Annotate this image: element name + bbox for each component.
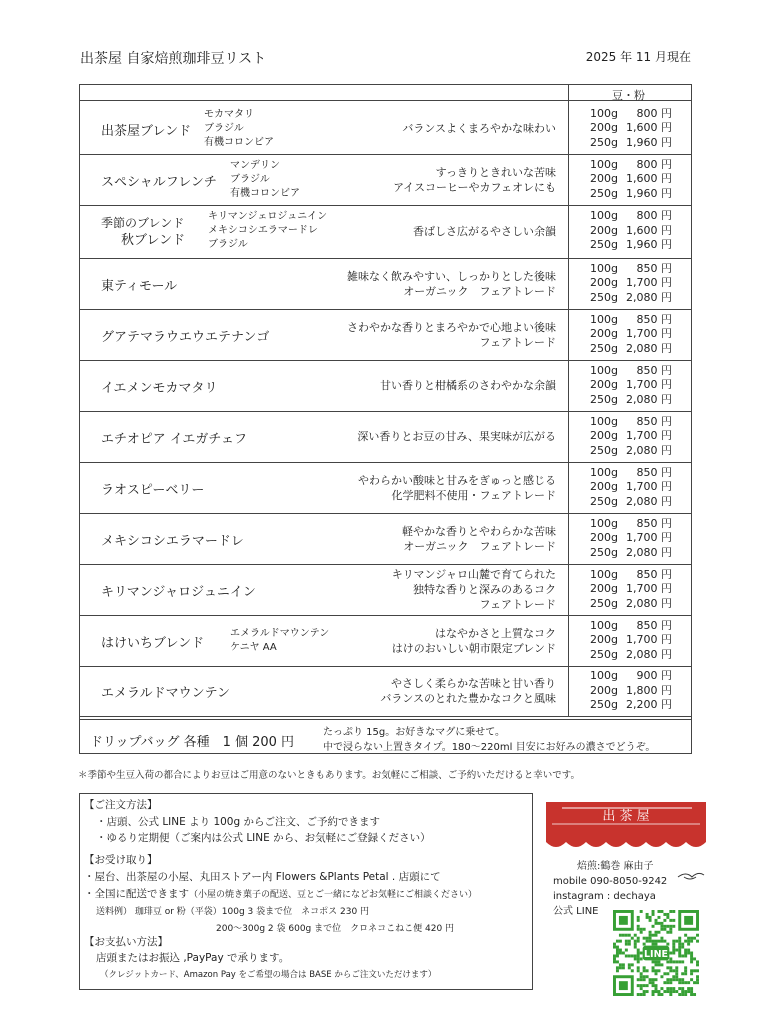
price-list: [590, 568, 672, 612]
origin-item: モカマタリ: [204, 108, 254, 120]
payment-line: 店頭またはお振込 ,PayPay で承ります。: [96, 952, 290, 964]
price-value: 2,080 円: [626, 494, 672, 508]
price-weight: 250g: [590, 443, 618, 457]
price-value: 2,080 円: [626, 596, 672, 610]
price-weight: 200g: [590, 172, 618, 186]
shipping-note: （小屋の焼き菓子の配送、豆とご一緒になどお気軽にご相談ください）: [189, 890, 478, 900]
price-weight: 250g: [590, 545, 618, 559]
product-description: [266, 165, 556, 195]
qr-line-label: LINE: [644, 948, 668, 960]
product-name-line: 季節のブレンド: [101, 216, 185, 230]
payment-heading: 【お支払い方法】: [84, 936, 168, 948]
price-weight: 200g: [590, 223, 618, 237]
product-row: [0, 564, 764, 615]
price-value: 2,080 円: [626, 443, 672, 457]
price-weight: 200g: [590, 683, 618, 697]
origin-item: 有機コロンビア: [230, 187, 300, 199]
drip-bag-label: ドリップバッグ 各種 1 個 200 円: [90, 735, 295, 750]
price-list: [590, 313, 672, 357]
instagram-handle: instagram : dechaya: [553, 891, 656, 902]
origin-item: キリマンジェロジュニイン: [208, 211, 328, 222]
price-value: 800 円: [636, 157, 672, 171]
price-list: [590, 364, 672, 408]
product-name: 出茶屋ブレンド: [101, 123, 192, 139]
price-line: [590, 209, 672, 224]
price-line: [590, 619, 672, 634]
price-line: [590, 107, 672, 122]
shop-awning-logo: [542, 800, 710, 854]
product-name: スペシャルフレンチ: [101, 174, 217, 190]
price-value: 1,700 円: [626, 582, 672, 596]
description-line: はけのおいしい朝市限定ブレンド: [391, 641, 556, 655]
price-value: 2,080 円: [626, 545, 672, 559]
shipping-text: ・全国に配送できます: [84, 888, 189, 900]
price-line: [590, 158, 672, 173]
price-value: 850 円: [636, 414, 672, 428]
product-name: エメラルドマウンテン: [101, 686, 230, 701]
description-line: 深い香りとお豆の甘み、果実味が広がる: [357, 430, 556, 443]
price-value: 850 円: [636, 618, 672, 632]
price-weight: 200g: [590, 276, 618, 290]
product-row: [0, 205, 764, 257]
price-weight: 100g: [590, 465, 618, 479]
price-line: [590, 568, 672, 583]
description-line: 化学肥料不使用・フェアトレード: [391, 488, 556, 502]
price-line: [590, 466, 672, 481]
order-heading: 【ご注文方法】: [84, 799, 158, 811]
origin-item: ブラジル: [208, 239, 248, 250]
description-line: バランスよくまろやかな味わい: [402, 122, 556, 135]
price-weight: 100g: [590, 618, 618, 632]
price-line: [590, 262, 672, 277]
description-line: 香ばしさ広がるやさしい余韻: [413, 224, 556, 238]
price-weight: 200g: [590, 327, 618, 341]
line-label: 公式 LINE: [553, 906, 599, 917]
description-line: 独特な香りと深みのあるコク: [413, 583, 556, 596]
origin-item: 有機コロンビア: [204, 136, 274, 148]
description-line: すっきりときれいな苦味: [435, 165, 556, 179]
line-qr-code[interactable]: [613, 910, 699, 996]
price-value: 1,700 円: [626, 276, 672, 290]
product-description: [266, 524, 556, 554]
product-row: [0, 258, 764, 309]
price-value: 900 円: [636, 669, 672, 683]
price-weight: 250g: [590, 596, 618, 610]
price-line: [590, 648, 672, 663]
product-row: [0, 513, 764, 564]
price-line: [590, 393, 672, 408]
price-weight: 200g: [590, 582, 618, 596]
description-line: やさしく柔らかな苦味と甘い香り: [391, 677, 556, 690]
product-name: [101, 214, 185, 250]
pickup-line: ・屋台、出茶屋の小屋、丸田ストアー内 Flowers &Plants Petal . 店頭にて: [84, 871, 441, 883]
price-weight: 200g: [590, 531, 618, 545]
price-line: [590, 444, 672, 459]
price-line: [590, 291, 672, 306]
price-list: [590, 466, 672, 510]
price-line: [590, 276, 672, 291]
origin-item: ケニヤ AA: [230, 641, 277, 653]
price-weight: 200g: [590, 480, 618, 494]
price-value: 2,080 円: [626, 647, 672, 661]
description-line: やわらかい酸味と甘みをぎゅっと感じる: [358, 473, 556, 487]
price-list: [590, 107, 672, 151]
price-value: 850 円: [636, 465, 672, 479]
price-value: 850 円: [636, 261, 672, 275]
shipping-example: 送料例） 珈琲豆 or 粉（平袋）100g 3 袋まで位 ネコポス 230 円: [96, 907, 370, 917]
product-row: [0, 309, 764, 360]
description-line: はなやかさと上質なコク: [435, 626, 556, 640]
product-row: [0, 154, 764, 205]
drip-bag-note: [323, 725, 655, 755]
pickup-line: [84, 887, 477, 902]
price-line: [590, 495, 672, 510]
footnote: ＊季節や生豆入荷の都合によりお豆はご用意のないときもあります。お気軽にご相談、ご予約いただけると幸いです。: [78, 770, 580, 781]
price-list: [590, 209, 672, 253]
price-weight: 100g: [590, 209, 618, 223]
pickup-heading: 【お受け取り】: [84, 854, 158, 866]
product-name: グアテマラウエウエテナンゴ: [101, 329, 270, 345]
price-line: [590, 224, 672, 239]
price-value: 2,080 円: [626, 392, 672, 406]
price-weight: 250g: [590, 238, 618, 252]
product-name: エチオピア イエガチェフ: [101, 431, 247, 447]
prices-header: 豆・粉: [612, 89, 645, 102]
price-line: [590, 136, 672, 151]
price-value: 1,800 円: [626, 683, 672, 697]
price-value: 850 円: [636, 312, 672, 326]
shop-sign-text: 出 茶 屋: [602, 809, 650, 824]
price-list: [590, 619, 672, 663]
price-value: 1,700 円: [626, 429, 672, 443]
price-value: 2,080 円: [626, 341, 672, 355]
mobile-number: mobile 090-8050-9242: [553, 876, 668, 887]
origin-item: ブラジル: [230, 173, 270, 185]
price-value: 1,600 円: [626, 172, 672, 186]
product-description: [266, 320, 556, 350]
product-name: イエメンモカマタリ: [101, 380, 218, 396]
product-description: [266, 567, 556, 612]
price-list: [590, 262, 672, 306]
price-value: 1,700 円: [626, 327, 672, 341]
product-description: [266, 378, 556, 393]
drip-divider-1: [79, 716, 692, 717]
origin-item: ブラジル: [204, 122, 244, 134]
price-weight: 200g: [590, 378, 618, 392]
product-description: [266, 626, 556, 656]
price-line: [590, 313, 672, 328]
order-line: ・店頭、公式 LINE より 100g からご注文、ご予約できます: [96, 816, 380, 828]
price-weight: 250g: [590, 392, 618, 406]
price-weight: 200g: [590, 121, 618, 135]
description-line: キリマンジャロ山麓で育てられた: [391, 568, 556, 581]
description-line: フェアトレード: [479, 335, 556, 349]
price-value: 1,600 円: [626, 223, 672, 237]
price-value: 2,200 円: [626, 698, 672, 712]
roaster-name: 焙煎:鶴巻 麻由子: [577, 861, 654, 872]
product-description: [266, 269, 556, 299]
bird-icon: [676, 871, 706, 883]
description-line: フェアトレード: [479, 598, 556, 611]
price-value: 800 円: [636, 106, 672, 120]
price-line: [590, 238, 672, 253]
price-weight: 250g: [590, 647, 618, 661]
product-row: [0, 360, 764, 411]
price-line: [590, 546, 672, 561]
price-list: [590, 158, 672, 202]
description-line: 軽やかな香りとやわらかな苦味: [402, 524, 556, 538]
price-weight: 250g: [590, 698, 618, 712]
price-value: 1,700 円: [626, 531, 672, 545]
price-line: [590, 364, 672, 379]
price-value: 1,700 円: [626, 378, 672, 392]
price-weight: 200g: [590, 633, 618, 647]
price-weight: 100g: [590, 312, 618, 326]
origin-item: エメラルドマウンテン: [230, 627, 330, 639]
price-line: [590, 698, 672, 713]
price-weight: 100g: [590, 669, 618, 683]
price-value: 1,960 円: [626, 135, 672, 149]
description-line: アイスコーヒーやカフェオレにも: [393, 180, 556, 194]
product-row: [0, 103, 764, 154]
price-weight: 200g: [590, 429, 618, 443]
price-value: 850 円: [636, 567, 672, 581]
description-line: バランスのとれた豊かなコクと風味: [380, 692, 556, 705]
drip-note-line: 中で浸らない上置きタイプ。180〜220ml 目安にお好みの濃さでどうぞ。: [323, 742, 656, 753]
product-name: 東ティモール: [101, 278, 178, 294]
product-name-line: 秋ブレンド: [121, 233, 186, 248]
price-line: [590, 517, 672, 532]
price-weight: 250g: [590, 341, 618, 355]
price-list: [590, 517, 672, 561]
description-line: 雑味なく飲みやすい、しっかりとした後味: [347, 269, 556, 283]
order-line: ・ゆるり定期便（ご案内は公式 LINE から、お気軽にご登録ください）: [96, 832, 431, 844]
page-title: 出茶屋 自家焙煎珈琲豆リスト: [80, 51, 267, 67]
price-value: 1,960 円: [626, 186, 672, 200]
price-weight: 250g: [590, 290, 618, 304]
product-row: [0, 666, 764, 716]
price-weight: 100g: [590, 414, 618, 428]
drip-note-line: たっぷり 15g。お好きなマグに乗せて。: [323, 727, 506, 738]
price-line: [590, 121, 672, 136]
price-line: [590, 480, 672, 495]
price-line: [590, 429, 672, 444]
price-weight: 100g: [590, 363, 618, 377]
price-line: [590, 327, 672, 342]
price-value: 850 円: [636, 363, 672, 377]
price-value: 1,600 円: [626, 121, 672, 135]
product-name: メキシコシエラマードレ: [101, 533, 244, 549]
price-line: [590, 342, 672, 357]
product-origins: [204, 108, 274, 150]
price-value: 800 円: [636, 209, 672, 223]
price-value: 850 円: [636, 516, 672, 530]
price-list: [590, 669, 672, 713]
price-weight: 100g: [590, 157, 618, 171]
price-value: 2,080 円: [626, 290, 672, 304]
product-description: [266, 676, 556, 706]
price-line: [590, 378, 672, 393]
price-weight: 250g: [590, 135, 618, 149]
product-description: [266, 224, 556, 239]
product-row: [0, 462, 764, 513]
payment-note: （クレジットカード、Amazon Pay をご希望の場合は BASE からご注文いただけます）: [100, 970, 437, 980]
product-description: [266, 429, 556, 444]
price-weight: 100g: [590, 261, 618, 275]
description-line: オーガニック フェアトレード: [403, 539, 556, 553]
product-name: キリマンジャロジュニイン: [101, 584, 256, 600]
price-value: 1,960 円: [626, 238, 672, 252]
price-line: [590, 172, 672, 187]
price-list: [590, 415, 672, 459]
header-divider: [79, 100, 692, 101]
product-row: [0, 411, 764, 462]
origin-item: マンデリン: [230, 159, 280, 171]
description-line: さわやかな香りとまろやかで心地よい後味: [347, 320, 556, 334]
price-weight: 250g: [590, 186, 618, 200]
product-name: ラオスピーベリー: [101, 482, 205, 498]
price-line: [590, 669, 672, 684]
product-name: はけいちブレンド: [101, 635, 205, 651]
price-value: 1,700 円: [626, 480, 672, 494]
price-line: [590, 597, 672, 612]
price-line: [590, 415, 672, 430]
description-line: 甘い香りと柑橘系のさわやかな余韻: [380, 379, 556, 392]
price-line: [590, 582, 672, 597]
shipping-example: 200〜300g 2 袋 600g まで位 クロネコこねこ便 420 円: [216, 924, 455, 934]
price-weight: 100g: [590, 516, 618, 530]
product-description: [266, 121, 556, 136]
product-description: [266, 473, 556, 503]
origin-item: メキシコシエラマードレ: [208, 225, 318, 236]
price-line: [590, 633, 672, 648]
price-weight: 100g: [590, 567, 618, 581]
price-value: 1,700 円: [626, 633, 672, 647]
price-weight: 100g: [590, 106, 618, 120]
product-row: [0, 615, 764, 666]
price-weight: 250g: [590, 494, 618, 508]
description-line: オーガニック フェアトレード: [403, 284, 556, 298]
date-label: 2025 年 11 月現在: [585, 50, 691, 64]
price-line: [590, 684, 672, 699]
drip-divider-2: [79, 719, 692, 720]
price-line: [590, 531, 672, 546]
price-line: [590, 187, 672, 202]
